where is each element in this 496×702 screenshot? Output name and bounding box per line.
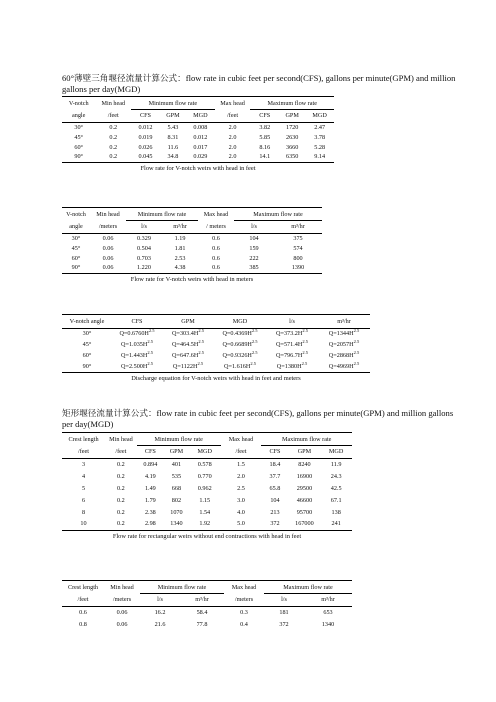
table-cell: 45° xyxy=(82,341,92,348)
header-cell: /meters xyxy=(224,593,264,606)
table-cell: 37.7 xyxy=(269,472,281,480)
table-caption: Discharge equation for V-notch weirs with head in feet and meters xyxy=(131,374,301,382)
header-cell: Maximum flow rate xyxy=(234,209,322,220)
table-row xyxy=(62,233,322,243)
header-cell: m³/hr xyxy=(274,220,322,233)
equation-cell: $Q=1380H^{2.5}$ xyxy=(266,361,318,372)
header-cell: Crest length xyxy=(67,584,99,591)
header-cell: Min head xyxy=(110,584,134,591)
table-cell: 0.6 xyxy=(198,263,234,273)
table-cell: 0.2 xyxy=(109,143,118,151)
header-cell: /feet xyxy=(95,109,131,122)
table-cell: 372 xyxy=(261,518,288,530)
equation-cell: $Q=2868H^{2.5}$ xyxy=(328,350,360,359)
table-cell: 9.14 xyxy=(305,152,334,162)
table-cell: 2.38 xyxy=(144,508,156,516)
header-cell: MGD xyxy=(320,445,352,458)
table-cell: 0.894 xyxy=(143,460,158,468)
table-cell: 1.79 xyxy=(144,496,156,504)
table-cell: 1.81 xyxy=(174,244,186,252)
equation-cell: $Q=1344H^{2.5}$ xyxy=(328,328,360,338)
header-cell: Crest length xyxy=(68,436,99,443)
table-cell: 6350 xyxy=(279,152,305,162)
table-cell: 668 xyxy=(171,484,182,492)
equation-cell: $Q=1.616H^{2.5}$ xyxy=(214,361,266,372)
table-cell: 46600 xyxy=(296,496,313,504)
header-cell: l/s xyxy=(264,593,304,606)
table-cell: 0.045 xyxy=(131,152,160,162)
table-cell: 60° xyxy=(71,254,81,262)
table-cell: 0.6 xyxy=(212,244,220,252)
table-cell: 0.6 xyxy=(79,608,87,616)
table-row xyxy=(62,361,370,372)
table-cell: 42.5 xyxy=(330,484,342,492)
table-cell: 2630 xyxy=(285,133,299,141)
table-caption: Flow rate for V-notch weirs with head in feet xyxy=(140,164,256,172)
table-cell: 30° xyxy=(82,330,92,338)
equation-cell: $Q=796.7H^{2.5}$ xyxy=(276,350,308,359)
table-cell: 1.19 xyxy=(174,234,186,242)
header-cell: angle xyxy=(62,220,90,233)
header-cell: /feet xyxy=(105,445,137,458)
table-cell: 5.85 xyxy=(259,133,271,141)
table-cell: 8.31 xyxy=(167,133,179,141)
table-cell: 5 xyxy=(81,484,86,492)
equation-cell: $Q=2057H^{2.5}$ xyxy=(328,339,360,348)
table-cell: 222 xyxy=(249,254,259,262)
table-cell: 1390 xyxy=(274,263,322,273)
table-cell: 0.6 xyxy=(212,254,220,262)
header-cell: Min head xyxy=(96,211,120,218)
equation-cell: $Q=303.4H^{2.5}$ xyxy=(172,328,204,338)
table-cell: 213 xyxy=(270,508,280,516)
table-cell: 14.1 xyxy=(250,152,279,162)
table-cell: 2.47 xyxy=(314,123,326,131)
table-cell: 0.06 xyxy=(102,254,114,262)
table-cell: 0.329 xyxy=(137,234,151,242)
header-cell: CFS xyxy=(131,109,160,122)
table-rule-top xyxy=(62,314,370,315)
equation-cell: $Q=571.4H^{2.5}$ xyxy=(276,339,308,348)
header-cell: m³/hr xyxy=(304,593,352,606)
table-cell: 0.504 xyxy=(137,244,151,252)
table-cell: 0.06 xyxy=(102,244,114,252)
table-row xyxy=(62,518,352,530)
header-cell: Min head xyxy=(101,100,126,107)
header-cell: CFS xyxy=(112,316,162,328)
header-cell: m³/hr xyxy=(162,220,198,233)
vnotch-equation-table xyxy=(62,316,370,384)
table-cell: 0.017 xyxy=(193,143,208,151)
table-cell: 0.2 xyxy=(117,508,125,516)
header-cell: l/s xyxy=(266,316,318,328)
table-cell: 800 xyxy=(293,254,303,262)
table-caption: Flow rate for rectangular weirs without end contractions with head in feet xyxy=(112,532,302,540)
table-row xyxy=(62,263,322,273)
table-cell: 0.2 xyxy=(117,472,125,480)
table-cell: 1340 xyxy=(321,620,335,628)
header-cell: GPM xyxy=(162,316,214,328)
table-cell: 0.019 xyxy=(138,133,153,141)
table-cell: 2.53 xyxy=(174,254,186,262)
header-cell: CFS xyxy=(261,445,288,458)
table-cell: 0.008 xyxy=(193,123,208,131)
header-cell: MGD xyxy=(189,445,221,458)
table-cell: 3.82 xyxy=(259,123,271,131)
header-cell: l/s xyxy=(234,220,274,233)
table-cell: 0.6 xyxy=(212,234,220,242)
table-cell: 181 xyxy=(279,608,289,616)
table-cell: 18.4 xyxy=(269,460,281,468)
equation-cell: $Q=0.4369H^{2.5}$ xyxy=(222,328,258,338)
header-cell: m³/hr xyxy=(318,316,370,328)
header-cell: Max head xyxy=(231,584,257,591)
table-row xyxy=(62,152,334,162)
header-cell: GPM xyxy=(160,109,186,122)
table-cell: 90° xyxy=(62,152,95,162)
table-caption: Flow rate for V-notch weirs with head in meters xyxy=(130,275,254,283)
table-cell: 1.15 xyxy=(199,496,211,504)
table-cell: 16900 xyxy=(296,472,313,480)
table-cell: 4.38 xyxy=(162,263,198,273)
table-cell: 77.8 xyxy=(196,620,208,628)
table-cell: 0.2 xyxy=(109,133,118,141)
table-cell: 0.012 xyxy=(193,133,208,141)
table-cell: 45° xyxy=(74,133,84,141)
header-cell: Max head xyxy=(203,211,229,218)
table-cell: 0.703 xyxy=(137,254,151,262)
header-cell: m³/hr xyxy=(180,593,224,606)
table-cell: 5.28 xyxy=(314,143,326,151)
table-cell: 535 xyxy=(171,472,182,480)
table-cell: 3.78 xyxy=(314,133,326,141)
header-cell: /feet xyxy=(62,445,105,458)
table-cell: 104 xyxy=(249,234,259,242)
table-cell: 401 xyxy=(171,460,182,468)
header-cell: MGD xyxy=(186,109,215,122)
table-cell: 0.06 xyxy=(90,263,126,273)
equation-cell: $Q=2.500H^{2.5}$ xyxy=(112,361,162,372)
header-cell: Minimum flow rate xyxy=(140,582,224,593)
table-cell: 8240 xyxy=(298,460,311,468)
table-cell: 4 xyxy=(81,472,86,480)
header-cell: V-notch angle xyxy=(62,316,112,328)
header-cell: MGD xyxy=(305,109,334,122)
table-row xyxy=(62,606,352,618)
table-cell: 6 xyxy=(81,496,86,504)
table-row xyxy=(62,482,352,494)
table-cell: 5.43 xyxy=(167,123,179,131)
table-cell: 60° xyxy=(82,352,92,359)
table-cell: 0.2 xyxy=(109,123,118,131)
equation-cell: $Q=1.035H^{2.5}$ xyxy=(121,339,153,348)
table-cell: 2.0 xyxy=(228,123,237,131)
table-row xyxy=(62,243,322,253)
table-cell: 574 xyxy=(293,244,303,252)
table-cell: 0.2 xyxy=(105,518,137,530)
table-cell: 29500 xyxy=(296,484,313,492)
table-rule-top xyxy=(62,580,352,581)
rectangular-meters-table xyxy=(62,582,352,630)
header-cell: V-notch xyxy=(68,100,89,107)
header-cell: V-notch xyxy=(66,211,86,218)
table-cell: 2.98 xyxy=(137,518,164,530)
table-cell: 0.3 xyxy=(240,608,248,616)
header-cell: Maximum flow rate xyxy=(261,434,352,445)
table-cell: 0.2 xyxy=(117,484,125,492)
table-cell: 0.2 xyxy=(117,496,125,504)
table-rule-top xyxy=(62,96,334,97)
header-cell: /meters xyxy=(90,220,126,233)
header-cell: Maximum flow rate xyxy=(250,98,334,109)
table-cell: 1340 xyxy=(164,518,189,530)
table-cell: 4.0 xyxy=(237,508,245,516)
table-row xyxy=(62,470,352,482)
table-cell: 2.5 xyxy=(237,484,245,492)
header-cell: GPM xyxy=(279,109,305,122)
equation-cell: $Q=4969H^{2.5}$ xyxy=(318,361,370,372)
rectangular-feet-table xyxy=(62,434,352,542)
table-cell: 159 xyxy=(249,244,259,252)
table-cell: 8.16 xyxy=(259,143,271,151)
table-cell: 67.1 xyxy=(330,496,342,504)
table-cell: 1720 xyxy=(285,123,299,131)
table-rule-top xyxy=(62,207,322,208)
table-cell: 5.0 xyxy=(221,518,262,530)
header-cell: / meters xyxy=(198,220,234,233)
rectangular-intro-text: 矩形堰径流量计算公式：flow rate in cubic feet per second(CFS), gallons per minute(GPM) and million gallons per day(MGD) xyxy=(62,408,454,429)
header-cell: l/s xyxy=(126,220,162,233)
table-cell: 375 xyxy=(293,234,303,242)
header-cell: /feet xyxy=(215,109,251,122)
table-cell: 16.2 xyxy=(154,608,166,616)
table-cell: 65.8 xyxy=(269,484,281,492)
table-cell: 241 xyxy=(320,518,352,530)
table-cell: 34.8 xyxy=(160,152,186,162)
header-cell: l/s xyxy=(140,593,180,606)
table-row xyxy=(62,350,370,361)
table-cell: 60° xyxy=(74,143,84,151)
table-cell: 10 xyxy=(62,518,105,530)
table-cell: 11.9 xyxy=(330,460,342,468)
header-cell: Minimum flow rate xyxy=(131,98,214,109)
table-cell: 3660 xyxy=(285,143,299,151)
header-cell: GPM xyxy=(289,445,321,458)
header-cell: /meters xyxy=(104,593,140,606)
table-cell: 0.2 xyxy=(95,152,131,162)
table-cell: 372 xyxy=(279,620,289,628)
table-rule-top xyxy=(62,432,352,433)
table-cell: 58.4 xyxy=(196,608,208,616)
table-cell: 653 xyxy=(323,608,333,616)
table-cell: 0.06 xyxy=(116,620,128,628)
table-cell: 4.19 xyxy=(144,472,156,480)
table-row xyxy=(62,339,370,350)
table-cell: 0.4 xyxy=(240,620,248,628)
table-cell: 1.54 xyxy=(199,508,211,516)
table-cell: 385 xyxy=(234,263,274,273)
table-cell: 1070 xyxy=(170,508,183,516)
table-row xyxy=(62,142,334,152)
table-row xyxy=(62,253,322,263)
table-cell: 21.6 xyxy=(154,620,166,628)
equation-cell: $Q=0.9326H^{2.5}$ xyxy=(222,350,258,359)
equation-cell: $Q=1122H^{2.5}$ xyxy=(162,361,214,372)
table-cell: 0.06 xyxy=(102,234,114,242)
table-row xyxy=(62,494,352,506)
table-cell: 90° xyxy=(62,263,90,273)
table-cell: 2.0 xyxy=(215,152,251,162)
table-cell: 802 xyxy=(171,496,182,504)
table-cell: 0.962 xyxy=(197,484,212,492)
header-cell: angle xyxy=(62,109,95,122)
table-cell: 0.06 xyxy=(116,608,128,616)
table-cell: 2.0 xyxy=(237,472,245,480)
table-cell: 0.770 xyxy=(197,472,212,480)
table-row xyxy=(62,506,352,518)
header-cell: Max head xyxy=(228,436,254,443)
table-cell: 8 xyxy=(81,508,86,516)
table-cell: 104 xyxy=(270,496,280,504)
header-cell: GPM xyxy=(164,445,189,458)
vnotch-feet-table xyxy=(62,98,334,174)
table-cell: 1.92 xyxy=(189,518,221,530)
equation-cell: $Q=0.6760H^{2.5}$ xyxy=(119,328,155,338)
table-cell: 24.3 xyxy=(330,472,342,480)
table-row xyxy=(62,328,370,339)
equation-cell: $Q=0.6689H^{2.5}$ xyxy=(222,339,258,348)
table-cell: 3 xyxy=(81,460,86,468)
equation-cell: $Q=373.2H^{2.5}$ xyxy=(276,328,308,338)
header-cell: CFS xyxy=(250,109,279,122)
vnotch-meters-table xyxy=(62,209,322,285)
table-row xyxy=(62,458,352,470)
equation-cell: $Q=647.6H^{2.5}$ xyxy=(172,350,204,359)
table-cell: 138 xyxy=(331,508,341,516)
header-cell: Minimum flow rate xyxy=(126,209,198,220)
table-cell: 1.220 xyxy=(126,263,162,273)
table-cell: 90° xyxy=(62,361,112,372)
table-cell: 0.8 xyxy=(79,620,87,628)
table-cell: 0.2 xyxy=(117,460,125,468)
header-cell: /feet xyxy=(62,593,104,606)
table-cell: 11.6 xyxy=(167,143,179,151)
equation-cell: $Q=1.443H^{2.5}$ xyxy=(121,350,153,359)
header-cell: /feet xyxy=(221,445,262,458)
equation-cell: $Q=464.5H^{2.5}$ xyxy=(172,339,204,348)
table-cell: 0.029 xyxy=(186,152,215,162)
table-cell: 95700 xyxy=(296,508,313,516)
table-cell: 1.5 xyxy=(237,460,245,468)
table-row xyxy=(62,122,334,132)
header-cell: Max head xyxy=(220,100,245,107)
table-cell: 1.49 xyxy=(144,484,156,492)
table-cell: 0.578 xyxy=(197,460,212,468)
header-cell: Min head xyxy=(109,436,133,443)
table-cell: 45° xyxy=(71,244,81,252)
table-row xyxy=(62,618,352,630)
table-cell: 30° xyxy=(74,123,84,131)
table-cell: 3.0 xyxy=(237,496,245,504)
header-cell: MGD xyxy=(214,316,266,328)
table-cell: 167000 xyxy=(289,518,321,530)
table-cell: 30° xyxy=(71,234,81,242)
table-cell: 0.026 xyxy=(138,143,153,151)
table-cell: 0.012 xyxy=(138,123,153,131)
header-cell: Maximum flow rate xyxy=(264,582,352,593)
table-row xyxy=(62,132,334,142)
vnotch-intro-text: 60°薄壁三角堰径流量计算公式：flow rate in cubic feet per second(CFS), gallons per minute(GPM) and million gallons per day(MGD) xyxy=(62,73,456,94)
table-cell: 2.0 xyxy=(228,143,237,151)
header-cell: CFS xyxy=(137,445,164,458)
table-cell: 2.0 xyxy=(228,133,237,141)
header-cell: Minimum flow rate xyxy=(137,434,221,445)
